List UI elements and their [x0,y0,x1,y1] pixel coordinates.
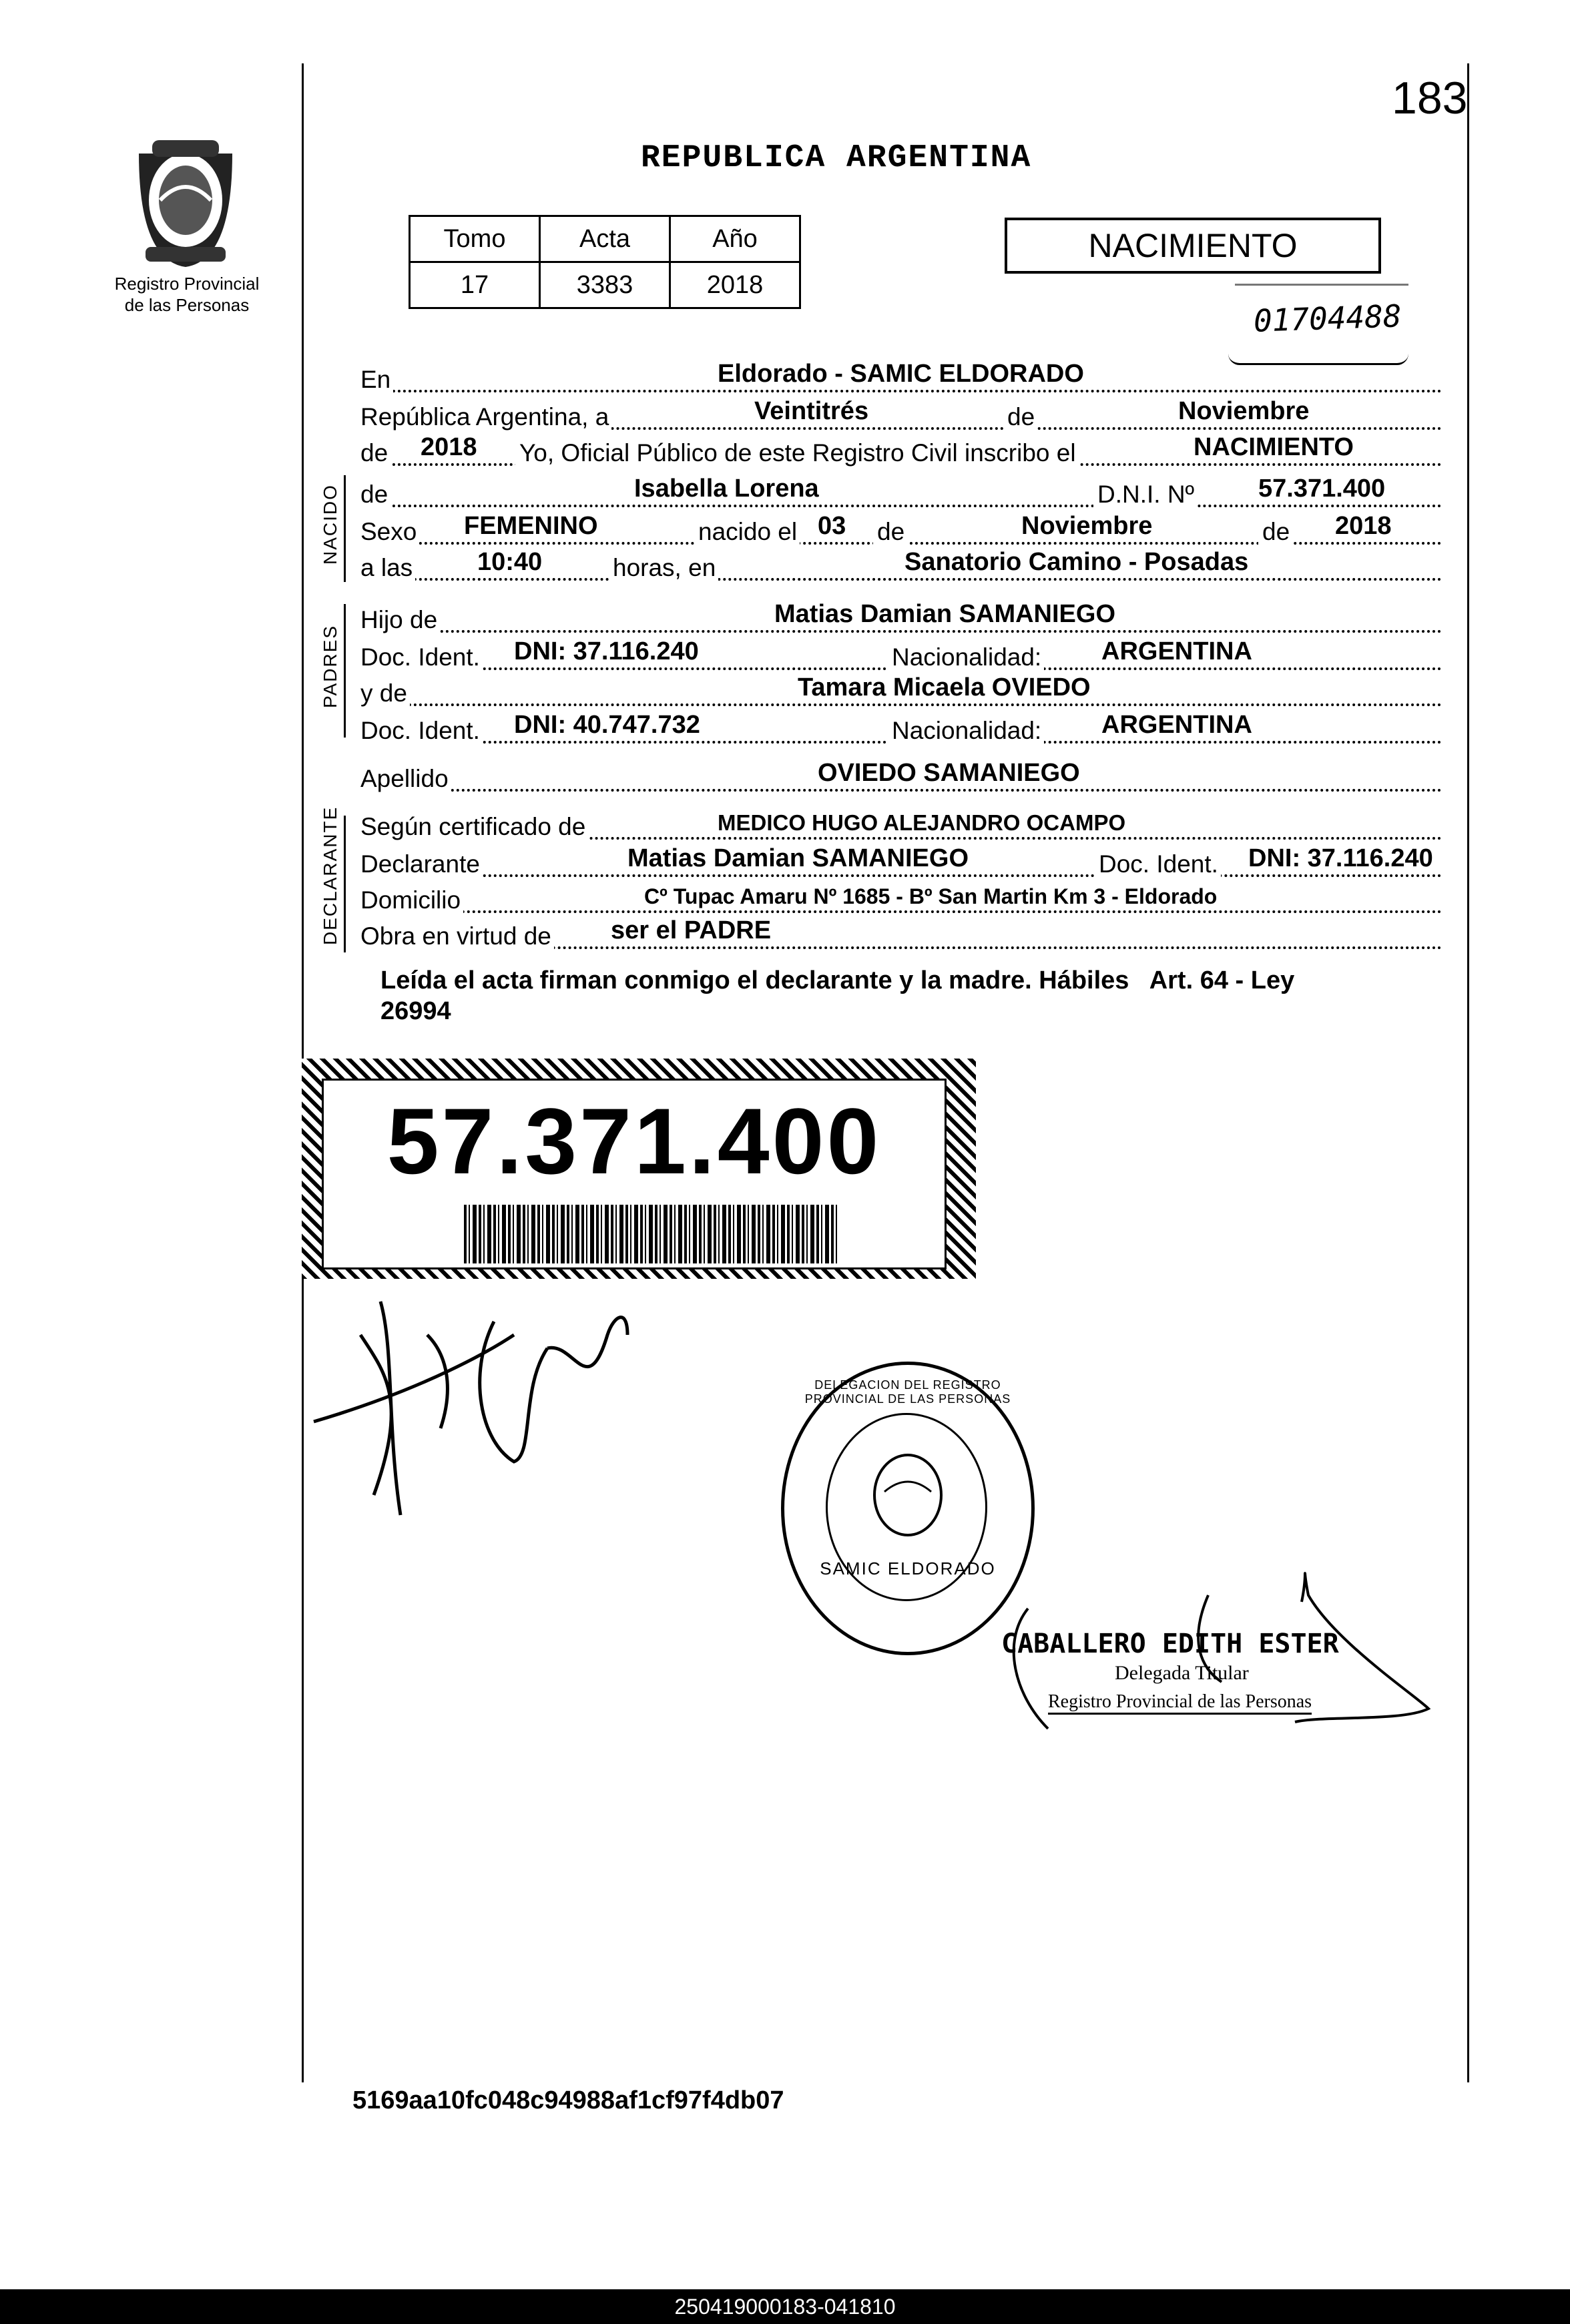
label-nacionalidad: Nacionalidad: [888,643,1044,671]
section-declarante-label: DECLARANTE [320,806,340,945]
section-padres-label: PADRES [320,624,340,708]
label-doc-ident: Doc. Ident. [360,717,483,745]
label-nacionalidad: Nacionalidad: [888,717,1044,745]
id-label-inner [322,1079,947,1269]
value-madre-nac: ARGENTINA [1101,711,1252,739]
label-sexo: Sexo [360,518,419,546]
value-padre: Matias Damian SAMANIEGO [774,600,1115,628]
closing-text-2: 26994 [380,997,451,1025]
act-type-box: NACIMIENTO [1005,218,1381,274]
label-obra: Obra en virtud de [360,922,554,950]
value-hora: 10:40 [477,548,543,576]
act-box-underline [1235,284,1408,286]
table-cell: 3383 [540,262,670,308]
closing-text-1: Leída el acta firman conmigo el declarante y la madre. Hábiles Art. 64 - Ley [380,966,1295,994]
label-de: de [1005,403,1037,431]
page-number: 183 [1392,73,1468,123]
declarant-signature [294,1295,641,1522]
value-padre-dni: DNI: 37.116.240 [514,637,699,665]
table-header: Tomo [410,216,540,262]
document-hash: 5169aa10fc048c94988af1cf97f4db07 [352,2086,784,2114]
registry-table [409,215,801,309]
section-declarante-bracket [344,816,346,952]
label-apellido: Apellido [360,765,451,793]
row-apellido [360,760,1442,797]
section-nacido-label: NACIDO [320,484,340,565]
label-dni: D.N.I. Nº [1093,481,1197,509]
official-org: Registro Provincial de las Personas [1048,1691,1312,1715]
row-en [360,360,1442,398]
seal-outer-text: DELEGACION DEL REGISTRO PROVINCIAL DE LAS PERSONAS [804,1378,1011,1406]
value-day-words: Veintitrés [754,397,869,425]
table-header: Año [670,216,800,262]
label-a-las: a las [360,554,415,582]
country-title: REPUBLICA ARGENTINA [641,140,1032,176]
row-nombre [360,475,1442,513]
label-de-anio: de [1258,518,1292,546]
label-declarante: Declarante [360,850,483,878]
label-segun-certificado: Según certificado de [360,813,588,841]
official-name: CABALLERO EDITH ESTER [1001,1629,1339,1659]
label-republica: República Argentina, a [360,403,611,431]
value-act: NACIMIENTO [1194,433,1354,461]
table-header: Acta [540,216,670,262]
value-domicilio: Cº Tupac Amaru Nº 1685 - Bº San Martin Km 3 - Eldorado [644,884,1218,908]
footer-code: 250419000183-041810 [674,2295,896,2319]
row-sexo [360,513,1442,550]
value-declarante: Matias Damian SAMANIEGO [627,844,969,872]
official-role: Delegada Titular [1115,1662,1249,1684]
value-birth-year: 2018 [1335,512,1392,540]
footer-bar [0,2289,1570,2324]
row-padre-doc [360,638,1442,675]
table-cell: 17 [410,262,540,308]
section-nacido-bracket [344,475,346,582]
row-obra [360,917,1442,954]
label-nacido-el: nacido el [694,518,800,546]
serial-number: 01704488 [1253,298,1402,339]
row-republica [360,398,1442,435]
value-nombre: Isabella Lorena [634,475,819,503]
value-birth-place: Sanatorio Camino - Posadas [904,548,1249,576]
value-month: Noviembre [1178,397,1310,425]
value-declarante-dni: DNI: 37.116.240 [1248,844,1433,872]
row-certificado [360,808,1442,845]
emblem-icon [119,127,252,274]
emblem-caption-2: de las Personas [124,295,250,315]
label-de-nombre: de [360,481,390,509]
value-padre-nac: ARGENTINA [1101,637,1252,665]
id-number: 57.371.400 [386,1089,882,1193]
row-hora [360,549,1442,586]
value-madre-dni: DNI: 40.747.732 [514,711,700,739]
value-apellido: OVIEDO SAMANIEGO [818,759,1080,787]
barcode [464,1205,838,1263]
row-padre [360,601,1442,638]
province-emblem [119,127,252,274]
section-padres-bracket [344,604,346,738]
value-madre: Tamara Micaela OVIEDO [798,673,1091,701]
label-horas-en: horas, en [609,554,718,582]
row-declarante [360,845,1442,882]
value-dni: 57.371.400 [1258,475,1386,503]
label-en: En [360,366,393,394]
value-year: 2018 [421,433,477,461]
seal-inner-text: SAMIC ELDORADO [820,1558,996,1578]
row-madre-doc [360,711,1442,749]
label-hijo-de: Hijo de [360,606,440,634]
value-birth-month: Noviembre [1021,512,1153,540]
label-y-de: y de [360,679,410,707]
value-place: Eldorado - SAMIC ELDORADO [718,360,1084,388]
label-de-mes: de [873,518,907,546]
label-inscribo: Yo, Oficial Público de este Registro Civil inscribo el [515,439,1079,467]
value-sexo: FEMENINO [464,512,598,540]
row-domicilio [360,881,1442,918]
label-doc-ident: Doc. Ident. [360,643,483,671]
table-cell: 2018 [670,262,800,308]
label-doc-ident: Doc. Ident. [1095,850,1221,878]
value-certificado: MEDICO HUGO ALEJANDRO OCAMPO [718,810,1126,835]
right-margin-line [1467,63,1469,2082]
seal-emblem-icon [864,1445,951,1545]
label-domicilio: Domicilio [360,886,463,914]
emblem-caption-1: Registro Provincial [114,274,260,294]
id-label [302,1059,976,1279]
value-birth-day: 03 [818,512,846,540]
value-obra: ser el PADRE [611,916,772,944]
row-madre [360,674,1442,711]
label-de-year: de [360,439,390,467]
row-year [360,434,1442,471]
